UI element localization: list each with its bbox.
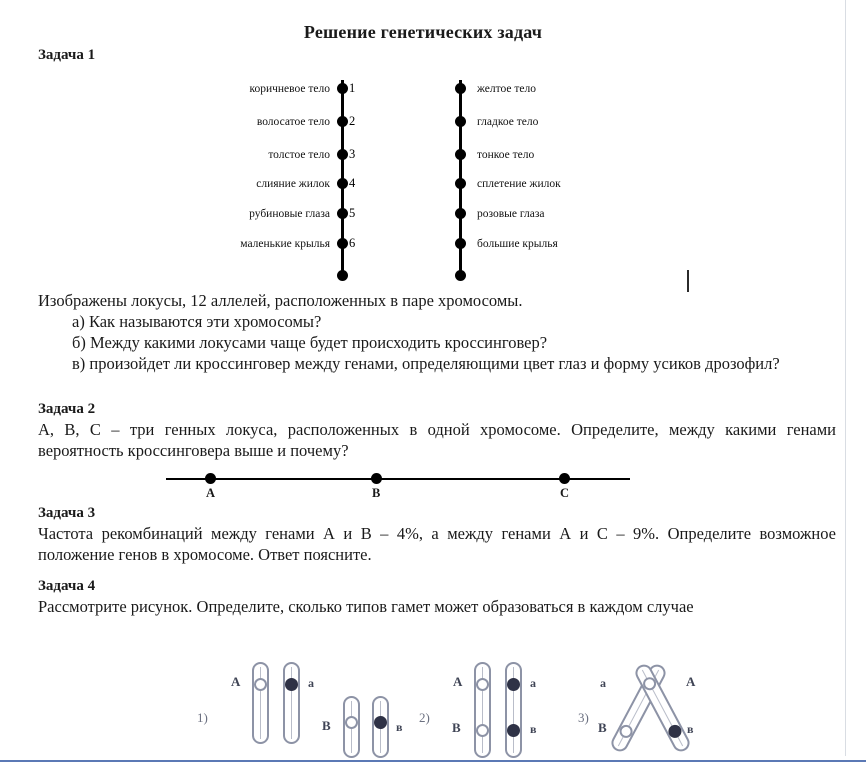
gamete-case-2-number: 2) (419, 710, 430, 725)
right-locus-dot-2 (455, 116, 466, 127)
gamete-case-3-label-A: A (686, 674, 696, 689)
allele-B-open (345, 716, 358, 729)
left-locus-number-3: 3 (349, 147, 356, 161)
task-1-chromosome-figure (0, 72, 866, 287)
right-locus-label-1: желтое тело (477, 83, 536, 95)
allele-v-filled (666, 723, 684, 741)
page-title: Решение генетических задач (303, 22, 543, 42)
allele-A-open (476, 678, 489, 691)
gene-map-label-c: C (560, 486, 570, 500)
task-1-heading: Задача 1 (38, 47, 96, 63)
gamete-case-3-label-v: в (687, 722, 694, 736)
left-locus-dot-5 (337, 208, 348, 219)
allele-v-filled (374, 716, 387, 729)
left-locus-dot-1 (337, 83, 348, 94)
gamete-case-1-chromosome-left (252, 662, 269, 744)
gamete-case-2-label-a: a (530, 676, 536, 690)
left-locus-dot-4 (337, 178, 348, 189)
right-locus-label-2: гладкое тело (477, 116, 539, 128)
task-1-question-a: а) Как называются эти хромосомы? (72, 312, 322, 331)
task-1-question-b: б) Между какими локусами чаще будет происходить кроссинговер? (72, 333, 548, 352)
allele-a-filled (507, 678, 520, 691)
gamete-case-1-label-a: a (308, 676, 314, 690)
task-1-intro: Изображены локусы, 12 аллелей, расположенных в паре хромосомы. (38, 291, 523, 310)
right-locus-dot-1 (455, 83, 466, 94)
gamete-case-2-label-v: в (530, 722, 537, 736)
task-4-text: Рассмотрите рисунок. Определите, сколько типов гамет может образоваться в каждом случае (38, 597, 694, 616)
left-locus-label-6: маленькие крылья (240, 238, 330, 250)
task-2-heading: Задача 2 (38, 401, 96, 417)
left-locus-number-5: 5 (349, 206, 356, 220)
left-locus-label-2: волосатое тело (256, 116, 330, 128)
task-4-heading: Задача 4 (38, 578, 96, 594)
left-locus-dot-6 (337, 238, 348, 249)
gamete-case-1-label-v: в (396, 720, 403, 734)
gamete-case-1-chromosome-right (283, 662, 300, 744)
gamete-case-2-chromosome-right (505, 662, 522, 758)
right-locus-dot-5 (455, 208, 466, 219)
right-locus-label-5: розовые глаза (477, 208, 545, 220)
left-locus-label-4: слияние жилок (256, 178, 330, 190)
gene-map-label-b: B (372, 486, 381, 500)
right-locus-label-4: сплетение жилок (477, 178, 561, 190)
right-locus-label-6: большие крылья (477, 238, 558, 250)
gamete-case-3-label-a: a (600, 676, 606, 690)
gamete-case-1-chromosome-left-2 (343, 696, 360, 758)
gamete-case-1-number: 1) (197, 710, 208, 725)
left-locus-dot-3 (337, 149, 348, 160)
gamete-case-2-label-A: A (453, 674, 463, 689)
gamete-case-1-label-A: A (231, 674, 241, 689)
allele-B-open (617, 723, 635, 741)
gamete-case-1-chromosome-right-2 (372, 696, 389, 758)
right-locus-label-3: тонкое тело (477, 149, 535, 161)
task-2-text: А, В, С – три генных локуса, расположенных в одной хромосоме. Определите, между какими генами вероятность кроссинговера выше и почему? (38, 420, 836, 460)
right-locus-dot-6 (455, 238, 466, 249)
allele-v-filled (507, 724, 520, 737)
bottom-white-strip (0, 762, 866, 768)
gene-map-dot-b (371, 473, 382, 484)
task-1-question-c: в) произойдет ли кроссинговер между генами, определяющими цвет глаз и форму усиков дрозофил? (72, 354, 780, 373)
left-locus-label-1: коричневое тело (249, 83, 330, 95)
gamete-case-1-label-B: B (322, 718, 331, 733)
left-locus-number-1: 1 (349, 81, 356, 95)
text-cursor-caret (687, 270, 689, 292)
left-locus-number-4: 4 (349, 176, 356, 190)
right-locus-dot-4 (455, 178, 466, 189)
gamete-case-2-chromosome-left (474, 662, 491, 758)
left-locus-dot-7 (337, 270, 348, 281)
allele-A-open (254, 678, 267, 691)
left-locus-label-5: рубиновые глаза (249, 208, 330, 220)
left-locus-label-3: толстое тело (268, 149, 330, 161)
allele-a-filled (285, 678, 298, 691)
left-locus-number-2: 2 (349, 114, 356, 128)
left-locus-number-6: 6 (349, 236, 356, 250)
allele-A-open (641, 675, 659, 693)
gene-map-label-a: A (206, 486, 216, 500)
gamete-case-2-label-B: B (452, 720, 461, 735)
gamete-case-3-label-B: B (598, 720, 607, 735)
gamete-case-3-number: 3) (578, 710, 589, 725)
task-4-gamete-figure (0, 650, 866, 760)
left-locus-dot-2 (337, 116, 348, 127)
gene-map-dot-a (205, 473, 216, 484)
task-3-heading: Задача 3 (38, 505, 96, 521)
task-2-gene-map-figure (0, 466, 866, 502)
right-locus-dot-7 (455, 270, 466, 281)
allele-B-open (476, 724, 489, 737)
gene-map-dot-c (559, 473, 570, 484)
task-3-text: Частота рекомбинаций между генами А и В – 4%, а между генами А и С – 9%. Определите возможное положение генов в хромосоме. Ответ поясните. (38, 524, 836, 564)
right-locus-dot-3 (455, 149, 466, 160)
